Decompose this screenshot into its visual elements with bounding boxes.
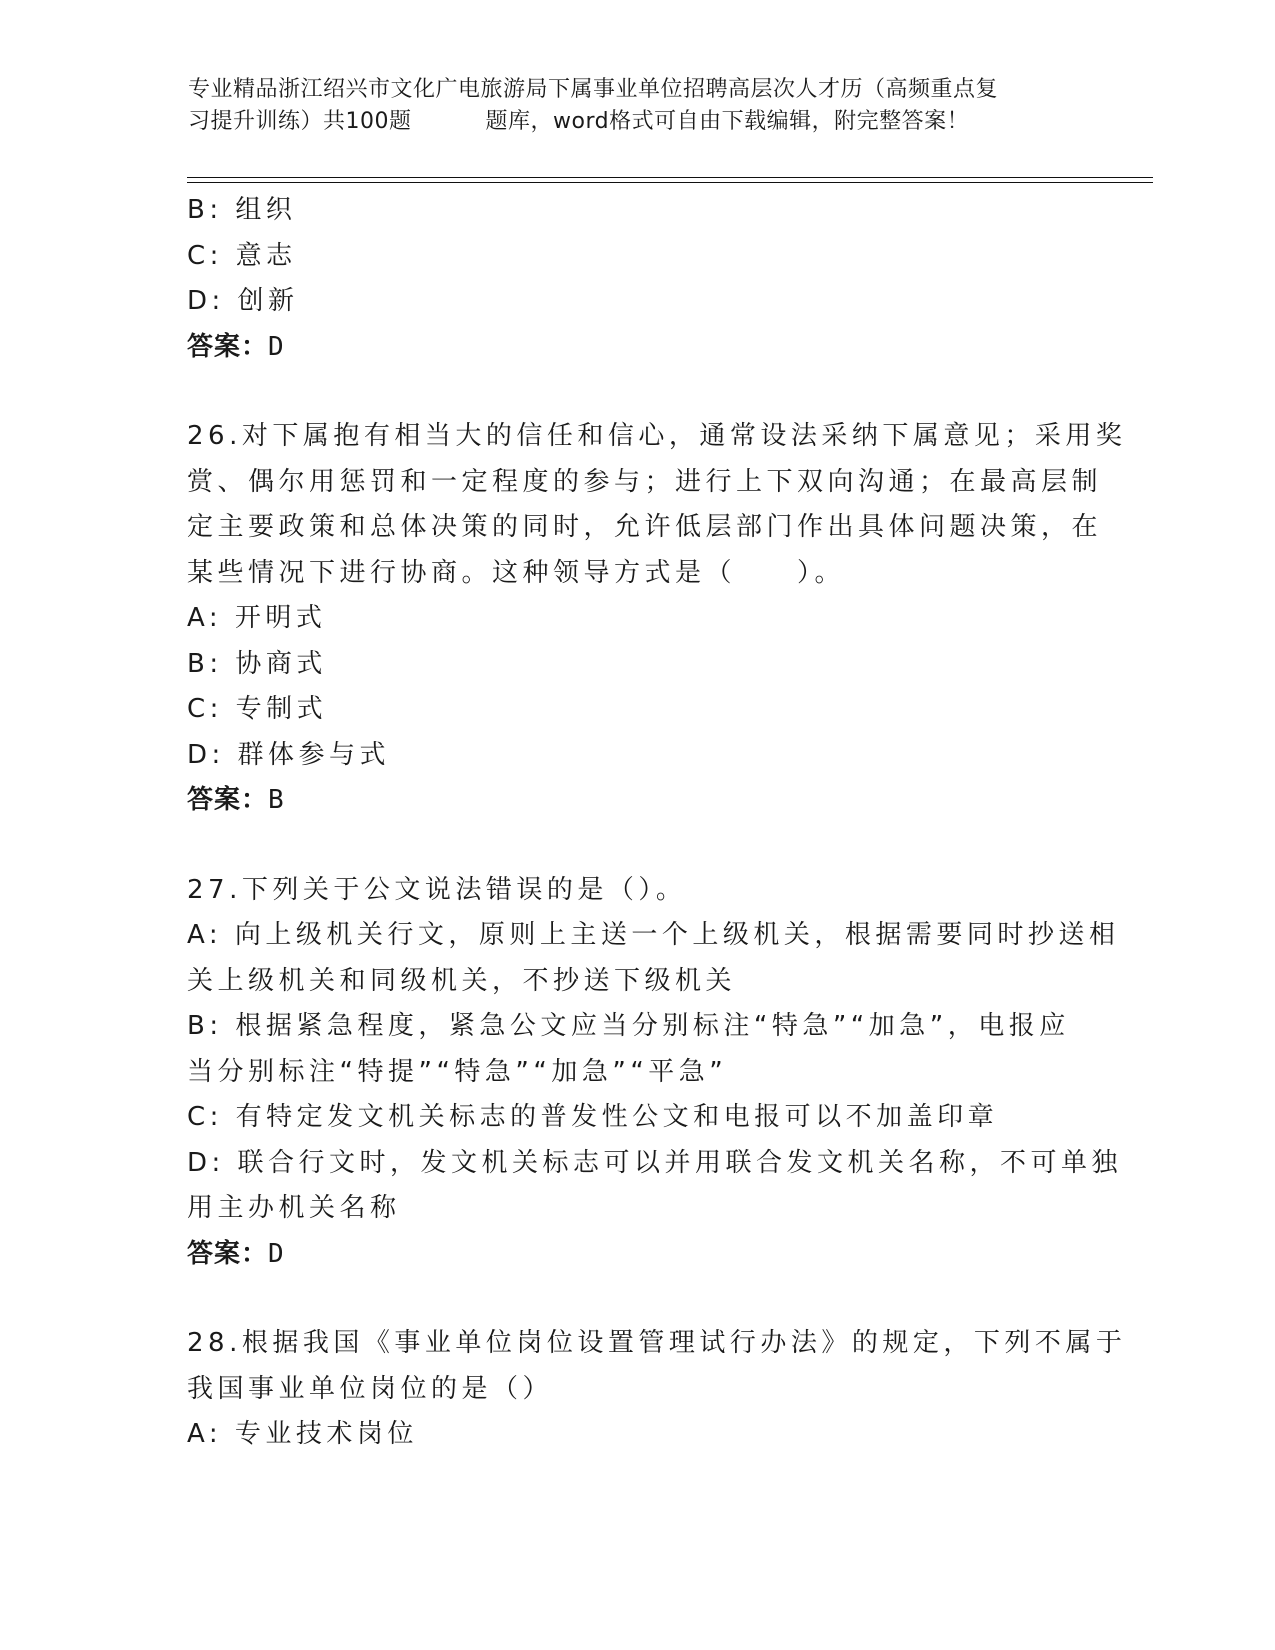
answer-value: D xyxy=(268,1238,285,1269)
q27-option-a-line-2: 关上级机关和同级机关，不抄送下级机关 xyxy=(187,965,737,996)
answer-label: 答案： xyxy=(187,331,269,362)
q28-stem-line-1: 28.根据我国《事业单位岗位设置管理试行办法》的规定，下列不属于 xyxy=(187,1328,1127,1358)
header-divider-top xyxy=(187,177,1153,178)
question-26 xyxy=(187,414,1127,824)
q26-option-b: B: 协商式 xyxy=(187,648,327,679)
header-line-2-left: 习提升训练）共100题 xyxy=(188,109,412,134)
q28-option-a: A: 专业技术岗位 xyxy=(187,1419,418,1449)
q27-stem-line-1: 27.下列关于公文说法错误的是（）。 xyxy=(187,874,687,905)
q26-stem-line-2: 赏、偶尔用惩罚和一定程度的参与；进行上下双向沟通；在最高层制 xyxy=(187,466,1103,497)
q25-answer xyxy=(187,325,1087,371)
q26-option-a: A: 开明式 xyxy=(187,603,327,633)
header-divider-bottom xyxy=(187,182,1153,183)
header-line-2-right: 题库，word格式可自由下载编辑，附完整答案！ xyxy=(485,109,970,134)
q27-option-a-line-1: A: 向上级机关行文，原则上主送一个上级机关，根据需要同时抄送相 xyxy=(187,920,1120,950)
q27-option-d-line-1: D: 联合行文时，发文机关标志可以并用联合发文机关名称，不可单独 xyxy=(187,1147,1123,1178)
q27-option-d-line-2: 用主办机关名称 xyxy=(187,1193,401,1223)
question-25-continued xyxy=(187,188,1087,370)
q26-option-d: D: 群体参与式 xyxy=(187,739,391,770)
q28-stem-line-2: 我国事业单位岗位的是（） xyxy=(187,1373,554,1404)
q26-stem-line-1: 26.对下属抱有相当大的信任和信心，通常设法采纳下属意见；采用奖 xyxy=(187,421,1127,451)
answer-value: D xyxy=(268,331,285,362)
q27-option-b-line-2: 当分别标注“特提”“特急”“加急”“平急” xyxy=(187,1056,728,1087)
answer-label: 答案： xyxy=(187,1238,269,1269)
q27-answer xyxy=(187,1232,1087,1278)
document-header xyxy=(188,74,1088,138)
question-list xyxy=(187,188,1127,1458)
q26-option-c: C: 专制式 xyxy=(187,694,328,724)
question-27 xyxy=(187,868,1123,1278)
q27-option-b-line-1: B: 根据紧急程度，紧急公文应当分别标注“特急”“加急”，电报应 xyxy=(187,1011,1070,1041)
q27-option-c-line-1: C: 有特定发文机关标志的普发性公文和电报可以不加盖印章 xyxy=(187,1102,999,1132)
header-line-1: 专业精品浙江绍兴市文化广电旅游局下属事业单位招聘高层次人才历（高频重点复 xyxy=(188,77,999,102)
q25-option-b: B: 组织 xyxy=(187,195,297,225)
q26-stem-line-4: 某些情况下进行协商。这种领导方式是（ ）。 xyxy=(187,557,846,588)
q26-stem-line-3: 定主要政策和总体决策的同时，允许低层部门作出具体问题决策，在 xyxy=(187,512,1103,542)
answer-value: B xyxy=(268,785,285,815)
q25-option-d: D: 创新 xyxy=(187,286,299,316)
answer-label: 答案： xyxy=(187,785,269,815)
q26-answer xyxy=(187,778,1087,824)
question-28 xyxy=(187,1321,1127,1458)
q25-option-c: C: 意志 xyxy=(187,240,297,271)
